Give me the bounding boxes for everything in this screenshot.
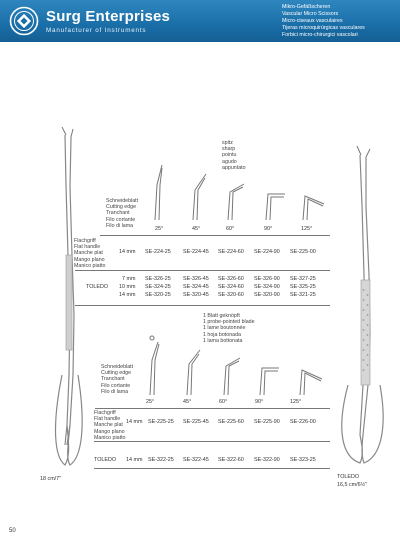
article-code: SE-325-25 [290,284,316,290]
title-es: Tijeras microquirúrgicas vasculares [282,25,365,31]
title-de: Mikro-Gefäßscheren [282,4,331,10]
article-code: SE-326-90 [254,276,280,282]
angle-label: 125° [301,226,313,232]
left-scissors-image [40,125,90,475]
toledo-label: TOLEDO [94,457,117,463]
angle-label: 60° [226,226,235,232]
size-cell: 14 mm [119,292,136,298]
table-rule [100,235,330,236]
article-code: SE-320-25 [145,292,171,298]
brand-name: Surg Enterprises [46,8,171,25]
flat-label-it: Manico piatto [74,262,106,269]
article-code: SE-324-90 [254,284,280,290]
left-instrument-size: 18 cm/7" [40,476,62,482]
sharp-label-es: agudo [222,158,237,165]
article-code: SE-226-00 [290,419,316,425]
cutting-label-de: Schneideblatt [101,364,134,370]
article-code: SE-327-25 [290,276,316,282]
angle-label: 45° [192,226,201,232]
blade-tip-illustrations-1 [140,160,330,225]
angle-label: 25° [155,226,164,232]
page-number: 50 [9,528,16,534]
blade-label-es: 1 hoja botonada [203,331,241,338]
size-cell: 14 mm [126,457,143,463]
article-code: SE-321-25 [290,292,316,298]
article-code: SE-326-25 [145,276,171,282]
cutting-edge-label-1 [106,198,138,229]
toledo-label: TOLEDO [86,284,109,290]
article-code: SE-225-45 [183,419,209,425]
angle-label: 125° [290,399,302,405]
brand-tagline: Manufacturer of Instruments [46,27,147,34]
cutting-label-es: Filo cortante [101,382,131,389]
size-cell: 14 mm [119,249,136,255]
article-code: SE-224-45 [183,249,209,255]
cutting-label-de: Schneideblatt [106,198,139,204]
size-cell: 10 mm [119,284,136,290]
article-code: SE-324-25 [145,284,171,290]
sharp-label-fr: pointu [222,152,237,159]
company-logo-icon [9,6,39,36]
blade-label-en: 1 probe-pointed blade [203,319,255,326]
blade-label-de: 1 Blatt geknöpft [203,313,240,319]
flat-label-en: Flat handle [94,416,121,423]
right-instrument-size: 16,5 cm/6½" [337,482,368,488]
flat-label-fr: Manche plat [74,250,103,257]
article-code: SE-224-25 [145,249,171,255]
angle-label: 25° [146,399,155,405]
article-code: SE-323-25 [290,457,316,463]
flat-label-fr: Manche plat [94,422,123,429]
title-it: Forbici micro-chirurgici vascolari [282,32,358,38]
size-cell: 7 mm [122,276,136,282]
article-code: SE-322-60 [218,457,244,463]
flat-label-es: Mango plano [74,256,105,263]
article-code: SE-324-45 [183,284,209,290]
article-code: SE-326-45 [183,276,209,282]
product-category-titles [282,4,397,39]
angle-label: 90° [255,399,264,405]
flat-label-de: Flachgriff [94,410,116,416]
article-code: SE-320-60 [218,292,244,298]
flat-label-en: Flat handle [74,244,101,251]
cutting-label-es: Filo cortante [106,216,136,223]
article-code: SE-320-45 [183,292,209,298]
cutting-label-en: Cutting edge [101,370,132,377]
article-code: SE-324-60 [218,284,244,290]
article-code: SE-320-90 [254,292,280,298]
cutting-label-fr: Tranchant [106,210,130,217]
blade-tip-illustrations-2 [140,330,330,400]
article-code: SE-225-25 [148,419,174,425]
flat-handle-label-2 [94,410,126,441]
angle-label: 60° [219,399,228,405]
flat-label-it: Manico piatto [94,434,126,441]
sharp-label-en: sharp [222,146,236,153]
page-header [0,0,400,42]
blade-label-it: 1 lama bottonata [203,337,243,344]
cutting-label-fr: Tranchant [101,376,125,383]
flat-handle-label-1 [74,238,106,269]
article-code: SE-225-60 [218,419,244,425]
sharp-label-de: spitz [222,140,233,146]
article-code: SE-224-90 [254,249,280,255]
article-code: SE-322-25 [148,457,174,463]
title-fr: Micro-ciseaux vasculaires [282,18,343,24]
table-rule [94,441,330,442]
title-en: Vascular Micro Scissors [282,11,339,17]
flat-label-es: Mango plano [94,428,125,435]
right-scissors-image [330,145,390,470]
table-rule [94,468,330,469]
table-rule [75,305,330,306]
sharp-label-it: appuntato [222,164,246,171]
table-rule [95,408,330,409]
angle-label: 45° [183,399,192,405]
article-code: SE-326-60 [218,276,244,282]
right-instrument-name: TOLEDO [337,474,360,480]
flat-label-de: Flachgriff [74,238,96,244]
article-code: SE-322-90 [254,457,280,463]
cutting-label-en: Cutting edge [106,204,137,211]
article-code: SE-225-90 [254,419,280,425]
cutting-edge-label-2 [101,364,133,395]
article-code: SE-225-00 [290,249,316,255]
article-code: SE-224-60 [218,249,244,255]
angle-label: 90° [264,226,273,232]
cutting-label-it: Filo di lama [101,388,129,395]
cutting-label-it: Filo di lama [106,222,134,229]
article-code: SE-322-45 [183,457,209,463]
table-rule [75,270,330,271]
blade-label-fr: 1 lame boutonnée [203,325,246,332]
size-cell: 14 mm [126,419,143,425]
